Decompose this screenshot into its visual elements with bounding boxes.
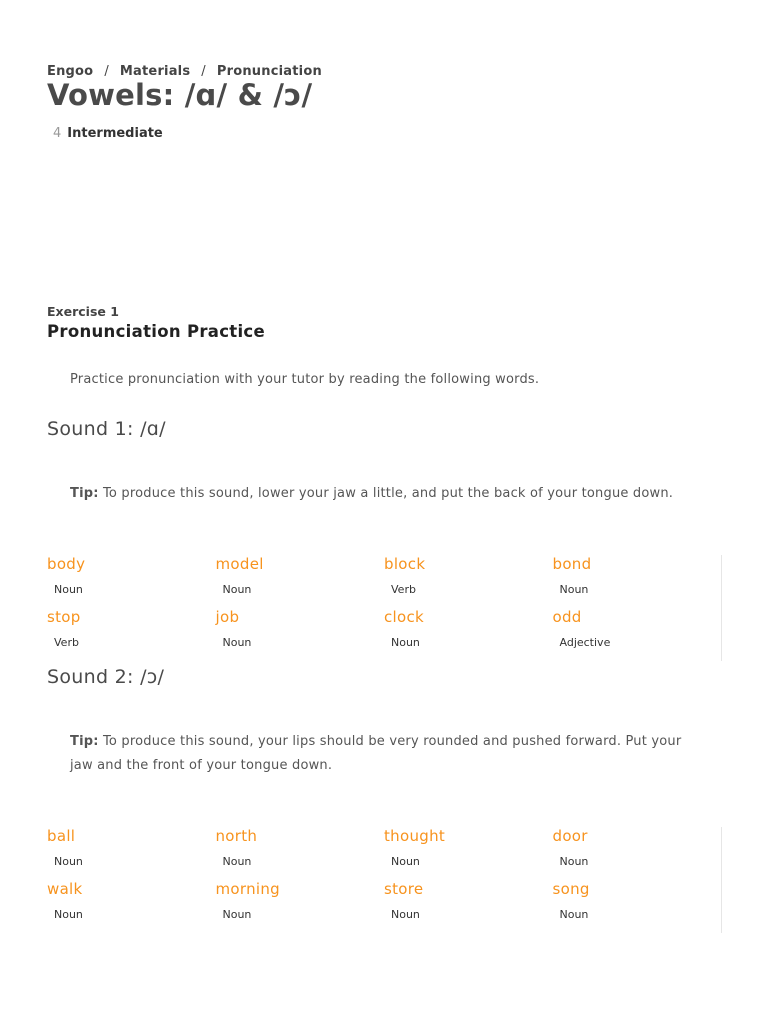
part-of-speech: Noun [222,855,252,868]
page-title: Vowels: /ɑ/ & /ɔ/ [47,78,313,112]
part-of-speech: Verb [391,583,416,596]
word-text[interactable]: bond [552,555,592,573]
word-text[interactable]: body [47,555,86,573]
word-text[interactable]: model [215,555,264,573]
word-card[interactable] [47,880,216,933]
word-text[interactable]: song [552,880,590,898]
part-of-speech: Noun [391,636,420,649]
exercise-title: Pronunciation Practice [47,322,266,341]
level-number: 4 [53,126,62,141]
sound2-tip [70,730,700,778]
part-of-speech: Noun [54,855,83,868]
word-text[interactable]: thought [384,827,446,845]
breadcrumb-item-engoo[interactable]: Engoo [47,64,94,79]
sound2-heading: Sound 2: /ɔ/ [47,666,165,688]
sound1-tip [70,482,700,506]
word-text[interactable]: block [384,555,426,573]
word-card[interactable] [384,880,553,933]
part-of-speech: Noun [559,583,589,596]
part-of-speech: Verb [54,636,79,649]
part-of-speech: Noun [54,583,83,596]
sound1-heading: Sound 1: /ɑ/ [47,418,166,440]
word-row [47,555,721,608]
part-of-speech: Noun [54,908,83,921]
word-text[interactable]: clock [384,608,425,626]
breadcrumb-item-pronunciation[interactable]: Pronunciation [216,64,322,79]
tip-label: Tip: [70,486,99,501]
word-card[interactable] [553,608,722,661]
tip-text: To produce this sound, your lips should be very rounded and pushed forward. Put your jaw and the front of your tongue down. [70,734,682,773]
part-of-speech: Adjective [559,636,611,649]
word-text[interactable]: walk [47,880,83,898]
word-text[interactable]: store [384,880,424,898]
sound1-word-grid [47,555,722,661]
word-card[interactable] [384,608,553,661]
word-text[interactable]: ball [47,827,76,845]
tip-label: Tip: [70,734,99,749]
word-text[interactable]: morning [215,880,280,898]
word-text[interactable]: odd [552,608,582,626]
word-card[interactable] [216,880,385,933]
word-text[interactable]: north [215,827,258,845]
part-of-speech: Noun [559,855,589,868]
word-card[interactable] [384,555,553,608]
breadcrumb-item-materials[interactable]: Materials [119,64,191,79]
word-card[interactable] [216,608,385,661]
word-card[interactable] [553,555,722,608]
word-card[interactable] [384,827,553,880]
part-of-speech: Noun [559,908,589,921]
part-of-speech: Noun [222,636,252,649]
word-card[interactable] [47,608,216,661]
part-of-speech: Noun [391,908,420,921]
level-name: Intermediate [67,126,163,141]
word-text[interactable]: door [552,827,588,845]
word-text[interactable]: stop [47,608,81,626]
breadcrumb-separator: / [104,64,109,79]
word-text[interactable]: job [215,608,240,626]
word-card[interactable] [216,555,385,608]
part-of-speech: Noun [222,583,252,596]
word-card[interactable] [553,880,722,933]
word-card[interactable] [216,827,385,880]
word-card[interactable] [47,555,216,608]
part-of-speech: Noun [222,908,252,921]
word-row [47,608,721,661]
word-card[interactable] [553,827,722,880]
breadcrumb-separator: / [201,64,206,79]
tip-text: To produce this sound, lower your jaw a little, and put the back of your tongue down. [98,486,674,501]
exercise-intro: Practice pronunciation with your tutor by reading the following words. [70,372,540,387]
word-row [47,880,721,933]
exercise-label: Exercise 1 [47,304,119,319]
part-of-speech: Noun [391,855,420,868]
word-card[interactable] [47,827,216,880]
level-badge [53,126,163,141]
sound2-word-grid [47,827,722,933]
breadcrumb [47,64,322,79]
word-row [47,827,721,880]
